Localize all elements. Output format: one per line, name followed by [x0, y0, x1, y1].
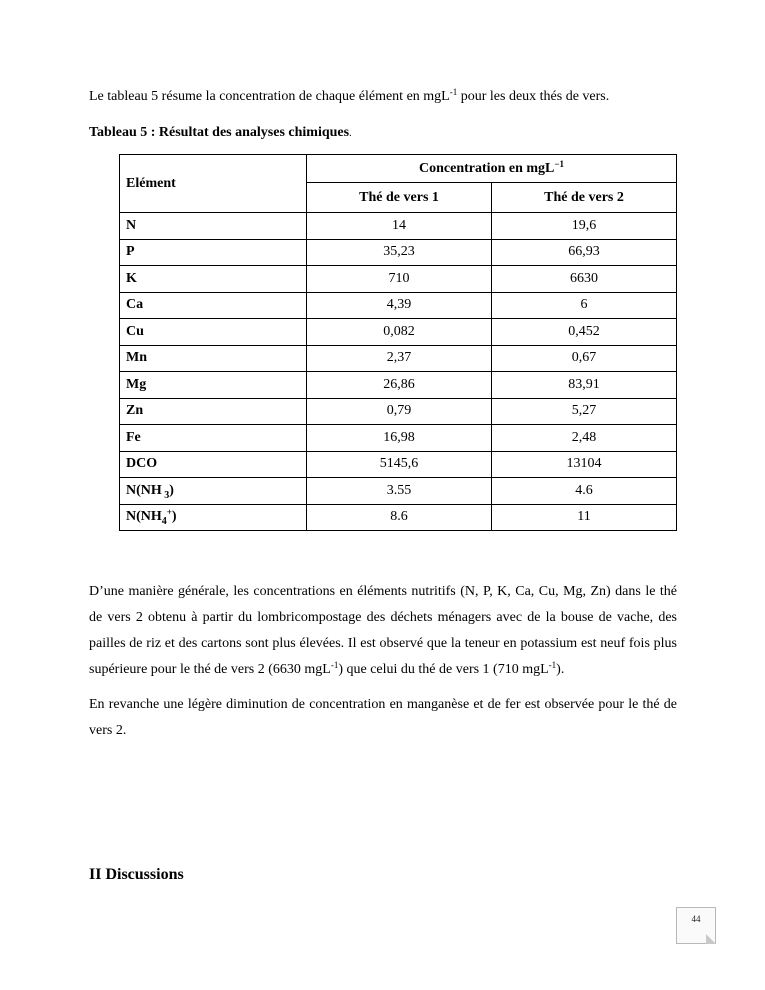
element-cell: Mn: [120, 345, 307, 372]
tea-1-value: 3.55: [307, 478, 492, 505]
element-cell: Ca: [120, 292, 307, 319]
column-header-tea-1: Thé de vers 1: [307, 183, 492, 213]
table-header-row: [120, 155, 677, 183]
table-row-nh3: [120, 478, 677, 505]
tea-1-value: 16,98: [307, 425, 492, 452]
table-row: [120, 345, 677, 372]
table-row: [120, 425, 677, 452]
column-header-tea-2: Thé de vers 2: [492, 183, 677, 213]
tea-2-value: 66,93: [492, 239, 677, 266]
table-caption: Tableau 5 : Résultat des analyses chimiques.: [89, 125, 352, 140]
page-number-box: [676, 907, 716, 944]
tea-2-value: 4.6: [492, 478, 677, 505]
tea-1-value: 8.6: [307, 504, 492, 531]
tea-1-value: 710: [307, 266, 492, 293]
tea-1-value: 4,39: [307, 292, 492, 319]
tea-2-value: 13104: [492, 451, 677, 478]
element-cell: Mg: [120, 372, 307, 399]
tea-2-value: 2,48: [492, 425, 677, 452]
tea-2-value: 5,27: [492, 398, 677, 425]
element-cell: Cu: [120, 319, 307, 346]
page-number: 44: [691, 914, 701, 924]
tea-1-value: 0,79: [307, 398, 492, 425]
tea-1-value: 26,86: [307, 372, 492, 399]
tea-1-value: 0,082: [307, 319, 492, 346]
table-row: [120, 292, 677, 319]
element-column-header: Elément: [120, 155, 307, 213]
tea-2-value: 0,67: [492, 345, 677, 372]
element-cell: DCO: [120, 451, 307, 478]
element-cell: K: [120, 266, 307, 293]
tea-2-value: 83,91: [492, 372, 677, 399]
element-cell: P: [120, 239, 307, 266]
paragraph-decrease: En revanche une légère diminution de concentration en manganèse et de fer est observée pour le thé de vers 2.: [89, 697, 677, 738]
table-row-nh4: [120, 504, 677, 531]
element-cell: N: [120, 213, 307, 240]
tea-2-value: 6630: [492, 266, 677, 293]
element-cell: Fe: [120, 425, 307, 452]
element-cell: $N(NH_4^+)$: [120, 504, 307, 531]
results-table: [119, 154, 677, 531]
tea-1-value: 2,37: [307, 345, 492, 372]
tea-2-value: 19,6: [492, 213, 677, 240]
table-row: [120, 372, 677, 399]
table-row: [120, 398, 677, 425]
tea-1-value: 14: [307, 213, 492, 240]
tea-2-value: 6: [492, 292, 677, 319]
tea-1-value: 5145,6: [307, 451, 492, 478]
table-row: [120, 213, 677, 240]
table-row: [120, 266, 677, 293]
element-cell: N(NH $_3$): [120, 478, 307, 505]
table-row: [120, 239, 677, 266]
table-row: [120, 319, 677, 346]
concentration-group-header: Concentration en mgL$^{-1}$: [307, 155, 677, 183]
intro-sentence: Le tableau 5 résume la concentration de chaque élément en mgL$^{-1}$ pour les deux thés de vers.: [89, 87, 610, 104]
table-row: [120, 451, 677, 478]
element-cell: Zn: [120, 398, 307, 425]
tea-2-value: 11: [492, 504, 677, 531]
tea-1-value: 35,23: [307, 239, 492, 266]
tea-2-value: 0,452: [492, 319, 677, 346]
paragraph-general-findings: D’une manière générale, les concentrations en éléments nutritifs (N, P, K, Ca, Cu, Mg, Zn) dans le thé de vers 2 obtenu à partir du lombricompostage des déchets ménagers avec de la bouse de vache, des pailles de riz et des cartons sont plus élevées. Il est observé que la teneur en potassium est neuf fois plus supérieure pour le thé de vers 2 (6630 mgL$^{-1}$) que celui du thé de vers 1 (710 mgL$^{-1}$).: [89, 584, 677, 677]
page-curl-icon: [706, 934, 716, 944]
section-heading: II Discussions: [89, 866, 184, 883]
